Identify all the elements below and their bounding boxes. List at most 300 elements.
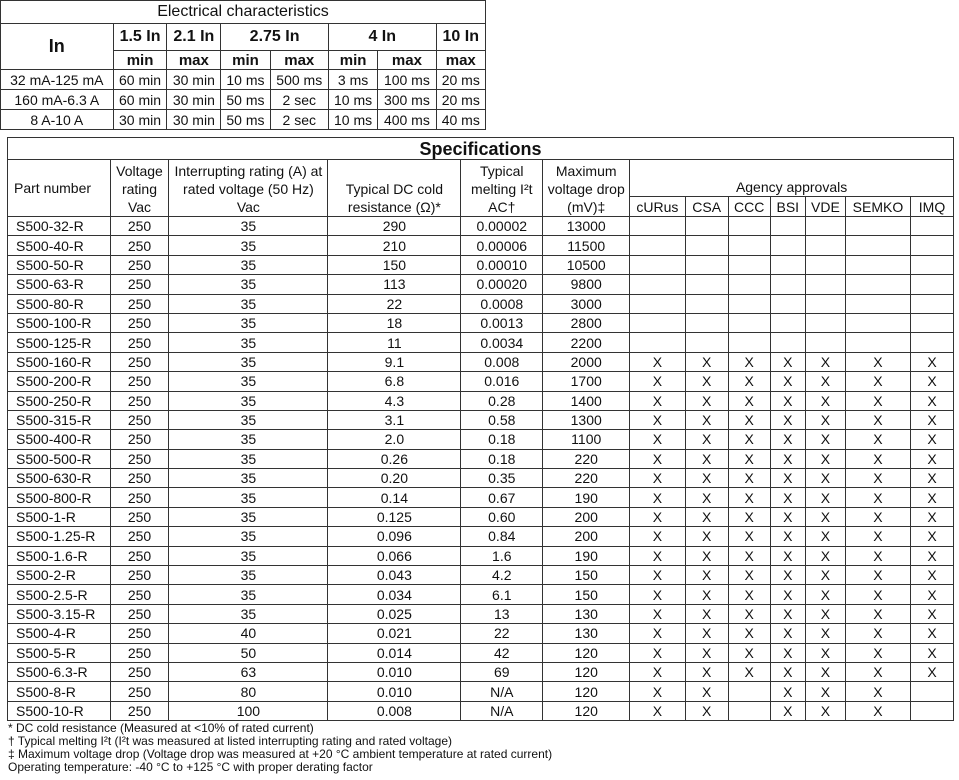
- column-header-voltage-drop: Maximum voltage drop (mV)‡: [543, 160, 630, 217]
- table-cell: X: [806, 391, 846, 410]
- column-subheader: min: [328, 51, 377, 70]
- table-cell: 35: [169, 488, 328, 507]
- table-row: [8, 313, 954, 332]
- table-cell: X: [630, 410, 685, 429]
- table-cell: [630, 236, 685, 255]
- part-number-cell: S500-32-R: [8, 217, 111, 236]
- table-cell: X: [911, 352, 954, 371]
- table-cell: [630, 275, 685, 294]
- table-cell: X: [630, 546, 685, 565]
- table-cell: 250: [110, 352, 169, 371]
- table-cell: X: [770, 604, 805, 623]
- table-cell: X: [685, 449, 728, 468]
- table-cell: 0.20: [328, 469, 461, 488]
- table-cell: X: [630, 469, 685, 488]
- table-cell: 0.0013: [461, 313, 543, 332]
- column-subheader: max: [378, 51, 436, 70]
- table-cell: X: [911, 488, 954, 507]
- table-cell: 250: [110, 217, 169, 236]
- table-cell: 1.6: [461, 546, 543, 565]
- table-cell: 35: [169, 255, 328, 274]
- table-cell: [911, 294, 954, 313]
- table-cell: 250: [110, 527, 169, 546]
- table-cell: X: [911, 527, 954, 546]
- table-cell: 250: [110, 313, 169, 332]
- table-cell: 0.025: [328, 604, 461, 623]
- table-cell: X: [845, 643, 910, 662]
- table-cell: X: [806, 604, 846, 623]
- table-row: [8, 469, 954, 488]
- table-cell: 0.0034: [461, 333, 543, 352]
- table-row: [8, 372, 954, 391]
- table-cell: 2.0: [328, 430, 461, 449]
- table-cell: X: [685, 662, 728, 681]
- column-subheader: max: [167, 51, 221, 70]
- table-cell: X: [770, 372, 805, 391]
- table-cell: [911, 236, 954, 255]
- table-cell: [770, 313, 805, 332]
- table-cell: [806, 255, 846, 274]
- table-cell: X: [845, 352, 910, 371]
- table-cell: X: [685, 469, 728, 488]
- table-cell: 0.00006: [461, 236, 543, 255]
- table-cell: [770, 217, 805, 236]
- column-subheader: max: [270, 51, 328, 70]
- table-cell: 10500: [543, 255, 630, 274]
- agency-header-curus: cURus: [630, 197, 685, 217]
- table-cell: X: [770, 507, 805, 526]
- table-cell: X: [770, 662, 805, 681]
- table-cell: 40 ms: [436, 110, 485, 130]
- table-cell: X: [911, 391, 954, 410]
- table-cell: 250: [110, 507, 169, 526]
- table-cell: X: [806, 585, 846, 604]
- table-cell: 190: [543, 488, 630, 507]
- part-number-cell: S500-2.5-R: [8, 585, 111, 604]
- table-cell: 42: [461, 643, 543, 662]
- part-number-cell: S500-200-R: [8, 372, 111, 391]
- table-cell: X: [806, 527, 846, 546]
- table-cell: [845, 236, 910, 255]
- table-cell: 0.0008: [461, 294, 543, 313]
- table-cell: 250: [110, 643, 169, 662]
- table-cell: [728, 294, 770, 313]
- table-cell: 200: [543, 507, 630, 526]
- table-cell: X: [770, 469, 805, 488]
- table-cell: 35: [169, 391, 328, 410]
- table-cell: [770, 255, 805, 274]
- table-cell: 0.58: [461, 410, 543, 429]
- table-row: [8, 527, 954, 546]
- part-number-cell: S500-1.6-R: [8, 546, 111, 565]
- table-cell: X: [845, 604, 910, 623]
- table-row: [8, 604, 954, 623]
- table-row: [8, 566, 954, 585]
- table-title: Specifications: [8, 138, 954, 160]
- specification-rows: [8, 217, 954, 721]
- table-cell: X: [630, 643, 685, 662]
- table-cell: [845, 217, 910, 236]
- table-cell: X: [806, 469, 846, 488]
- table-cell: 250: [110, 566, 169, 585]
- table-row: [8, 430, 954, 449]
- table-cell: 250: [110, 682, 169, 701]
- table-cell: X: [630, 507, 685, 526]
- table-cell: 0.021: [328, 624, 461, 643]
- column-header-melting: Typical melting I²t AC†: [461, 160, 543, 217]
- table-cell: 250: [110, 469, 169, 488]
- table-cell: X: [806, 449, 846, 468]
- table-cell: X: [728, 662, 770, 681]
- table-cell: [911, 682, 954, 701]
- table-cell: X: [685, 391, 728, 410]
- table-cell: X: [845, 430, 910, 449]
- column-header-resistance: Typical DC cold resistance (Ω)*: [328, 160, 461, 217]
- table-cell: 0.67: [461, 488, 543, 507]
- table-cell: 250: [110, 449, 169, 468]
- part-number-cell: S500-315-R: [8, 410, 111, 429]
- table-cell: 0.60: [461, 507, 543, 526]
- table-cell: 290: [328, 217, 461, 236]
- table-cell: X: [630, 527, 685, 546]
- table-cell: 250: [110, 410, 169, 429]
- table-cell: X: [685, 624, 728, 643]
- table-cell: 150: [328, 255, 461, 274]
- table-cell: 13000: [543, 217, 630, 236]
- table-row: [8, 275, 954, 294]
- table-cell: 250: [110, 585, 169, 604]
- table-row: [1, 70, 486, 90]
- table-cell: 9.1: [328, 352, 461, 371]
- table-row: [8, 701, 954, 720]
- table-cell: X: [685, 566, 728, 585]
- table-cell: 0.066: [328, 546, 461, 565]
- part-number-cell: S500-5-R: [8, 643, 111, 662]
- column-header-agency-approvals: Agency approvals: [630, 160, 954, 197]
- table-cell: [911, 255, 954, 274]
- agency-header-semko: SEMKO: [845, 197, 910, 217]
- footnote: * DC cold resistance (Measured at <10% of rated current): [8, 721, 314, 735]
- table-cell: X: [845, 449, 910, 468]
- table-cell: 1400: [543, 391, 630, 410]
- table-cell: [806, 275, 846, 294]
- table-cell: X: [770, 682, 805, 701]
- table-cell: X: [845, 566, 910, 585]
- table-cell: 250: [110, 236, 169, 255]
- table-cell: X: [630, 701, 685, 720]
- table-row: [1, 110, 486, 130]
- table-cell: X: [806, 488, 846, 507]
- table-cell: 220: [543, 469, 630, 488]
- table-cell: 60 min: [113, 90, 167, 110]
- table-row: [8, 236, 954, 255]
- part-number-cell: S500-160-R: [8, 352, 111, 371]
- column-group-header: 2.1 In: [167, 24, 221, 51]
- table-cell: 500 ms: [270, 70, 328, 90]
- table-cell: [630, 217, 685, 236]
- table-cell: [806, 236, 846, 255]
- table-cell: [845, 333, 910, 352]
- table-cell: 35: [169, 275, 328, 294]
- column-group-header: 4 In: [328, 24, 436, 51]
- column-header-part-number: Part number: [8, 160, 111, 217]
- column-subheader: max: [436, 51, 485, 70]
- table-cell: X: [911, 566, 954, 585]
- table-cell: X: [630, 604, 685, 623]
- part-number-cell: S500-630-R: [8, 469, 111, 488]
- table-cell: 18: [328, 313, 461, 332]
- table-cell: [685, 294, 728, 313]
- table-cell: X: [770, 566, 805, 585]
- table-cell: [685, 236, 728, 255]
- table-cell: [728, 217, 770, 236]
- part-number-cell: S500-500-R: [8, 449, 111, 468]
- table-cell: 100: [169, 701, 328, 720]
- table-cell: X: [770, 701, 805, 720]
- table-cell: 30 min: [167, 110, 221, 130]
- table-cell: 0.35: [461, 469, 543, 488]
- column-subheader: min: [113, 51, 167, 70]
- electrical-characteristics-table: [0, 0, 486, 130]
- table-cell: 220: [543, 449, 630, 468]
- footnote: † Typical melting I²t (I²t was measured at listed interrupting rating and rated voltage): [8, 734, 452, 748]
- table-cell: 250: [110, 488, 169, 507]
- agency-header-bsi: BSI: [770, 197, 805, 217]
- table-cell: [630, 255, 685, 274]
- table-cell: [728, 275, 770, 294]
- table-cell: X: [728, 566, 770, 585]
- table-cell: 250: [110, 372, 169, 391]
- table-cell: 2200: [543, 333, 630, 352]
- table-row: [1, 90, 486, 110]
- table-cell: 69: [461, 662, 543, 681]
- table-cell: 0.008: [328, 701, 461, 720]
- table-cell: X: [911, 624, 954, 643]
- table-cell: X: [630, 624, 685, 643]
- table-cell: 0.14: [328, 488, 461, 507]
- table-cell: [728, 333, 770, 352]
- table-row: [8, 333, 954, 352]
- table-cell: 35: [169, 352, 328, 371]
- table-cell: X: [770, 527, 805, 546]
- table-cell: 30 min: [113, 110, 167, 130]
- table-cell: [845, 275, 910, 294]
- table-cell: X: [806, 352, 846, 371]
- table-cell: X: [685, 546, 728, 565]
- table-cell: X: [728, 410, 770, 429]
- table-cell: X: [806, 643, 846, 662]
- agency-header-vde: VDE: [806, 197, 846, 217]
- table-cell: 0.008: [461, 352, 543, 371]
- table-cell: 10 ms: [328, 90, 377, 110]
- table-cell: X: [685, 507, 728, 526]
- footnotes: [8, 722, 552, 774]
- table-cell: 13: [461, 604, 543, 623]
- part-number-cell: S500-8-R: [8, 682, 111, 701]
- table-cell: 250: [110, 430, 169, 449]
- table-cell: 0.18: [461, 430, 543, 449]
- table-cell: N/A: [461, 682, 543, 701]
- table-cell: X: [630, 430, 685, 449]
- table-cell: [630, 313, 685, 332]
- table-cell: X: [845, 372, 910, 391]
- column-group-header: 2.75 In: [221, 24, 329, 51]
- table-cell: 400 ms: [378, 110, 436, 130]
- table-cell: 50 ms: [221, 90, 270, 110]
- table-cell: X: [911, 546, 954, 565]
- part-number-cell: S500-80-R: [8, 294, 111, 313]
- table-cell: X: [845, 469, 910, 488]
- part-number-cell: S500-40-R: [8, 236, 111, 255]
- table-cell: X: [770, 430, 805, 449]
- table-cell: X: [728, 507, 770, 526]
- table-cell: X: [770, 391, 805, 410]
- table-cell: X: [728, 527, 770, 546]
- table-cell: X: [770, 585, 805, 604]
- table-cell: 1700: [543, 372, 630, 391]
- table-cell: 130: [543, 624, 630, 643]
- table-cell: 190: [543, 546, 630, 565]
- table-cell: X: [685, 488, 728, 507]
- part-number-cell: S500-800-R: [8, 488, 111, 507]
- table-cell: X: [728, 469, 770, 488]
- table-cell: 0.26: [328, 449, 461, 468]
- table-cell: X: [806, 546, 846, 565]
- table-cell: X: [630, 488, 685, 507]
- table-cell: 50: [169, 643, 328, 662]
- table-cell: 300 ms: [378, 90, 436, 110]
- table-cell: 0.00020: [461, 275, 543, 294]
- table-cell: X: [806, 682, 846, 701]
- table-cell: X: [685, 701, 728, 720]
- table-row: [8, 391, 954, 410]
- table-cell: [911, 275, 954, 294]
- table-cell: 250: [110, 662, 169, 681]
- table-cell: X: [806, 566, 846, 585]
- table-cell: X: [630, 372, 685, 391]
- part-number-cell: S500-10-R: [8, 701, 111, 720]
- table-cell: X: [728, 643, 770, 662]
- table-cell: 0.28: [461, 391, 543, 410]
- table-cell: X: [685, 352, 728, 371]
- table-row: [8, 294, 954, 313]
- table-cell: X: [728, 430, 770, 449]
- table-cell: [911, 217, 954, 236]
- table-cell: 35: [169, 566, 328, 585]
- table-cell: X: [770, 449, 805, 468]
- table-cell: X: [728, 585, 770, 604]
- table-row: [8, 662, 954, 681]
- table-cell: 0.18: [461, 449, 543, 468]
- table-cell: 1100: [543, 430, 630, 449]
- table-cell: X: [728, 391, 770, 410]
- table-cell: 0.00002: [461, 217, 543, 236]
- table-cell: 32 mA-125 mA: [1, 70, 114, 90]
- table-cell: 2 sec: [270, 90, 328, 110]
- table-cell: X: [845, 507, 910, 526]
- table-cell: [770, 236, 805, 255]
- table-cell: 35: [169, 449, 328, 468]
- table-cell: [911, 313, 954, 332]
- table-cell: 210: [328, 236, 461, 255]
- table-cell: 250: [110, 255, 169, 274]
- table-cell: 8 A-10 A: [1, 110, 114, 130]
- table-cell: [806, 313, 846, 332]
- table-cell: 50 ms: [221, 110, 270, 130]
- table-cell: 3 ms: [328, 70, 377, 90]
- table-cell: X: [806, 372, 846, 391]
- table-cell: X: [845, 527, 910, 546]
- part-number-cell: S500-2-R: [8, 566, 111, 585]
- table-cell: X: [630, 662, 685, 681]
- table-cell: [770, 294, 805, 313]
- table-cell: 20 ms: [436, 70, 485, 90]
- table-cell: 200: [543, 527, 630, 546]
- table-cell: 0.00010: [461, 255, 543, 274]
- table-cell: 35: [169, 469, 328, 488]
- table-cell: [845, 313, 910, 332]
- table-cell: 11500: [543, 236, 630, 255]
- table-cell: 130: [543, 604, 630, 623]
- table-cell: 30 min: [167, 70, 221, 90]
- table-cell: 250: [110, 701, 169, 720]
- table-cell: [630, 333, 685, 352]
- table-cell: X: [845, 701, 910, 720]
- table-cell: 150: [543, 566, 630, 585]
- table-cell: N/A: [461, 701, 543, 720]
- table-cell: 10 ms: [328, 110, 377, 130]
- table-cell: X: [728, 449, 770, 468]
- footnote: ‡ Maximum voltage drop (Voltage drop was measured at +20 °C ambient temperature at rated current): [8, 747, 553, 761]
- table-cell: X: [685, 682, 728, 701]
- table-cell: 9800: [543, 275, 630, 294]
- electrical-rows: [1, 70, 486, 130]
- table-cell: 2800: [543, 313, 630, 332]
- table-cell: 250: [110, 294, 169, 313]
- table-cell: X: [630, 391, 685, 410]
- table-cell: 250: [110, 275, 169, 294]
- table-row: [8, 682, 954, 701]
- table-cell: 22: [328, 294, 461, 313]
- table-cell: X: [911, 643, 954, 662]
- table-cell: X: [630, 585, 685, 604]
- table-cell: X: [806, 701, 846, 720]
- part-number-cell: S500-4-R: [8, 624, 111, 643]
- table-cell: X: [770, 643, 805, 662]
- table-row: [8, 410, 954, 429]
- table-cell: X: [770, 488, 805, 507]
- table-cell: 0.010: [328, 682, 461, 701]
- table-cell: X: [685, 527, 728, 546]
- table-cell: X: [728, 546, 770, 565]
- table-row: [8, 449, 954, 468]
- table-cell: [845, 294, 910, 313]
- table-cell: 100 ms: [378, 70, 436, 90]
- part-number-cell: S500-3.15-R: [8, 604, 111, 623]
- table-cell: X: [770, 624, 805, 643]
- part-number-cell: S500-50-R: [8, 255, 111, 274]
- table-cell: [685, 275, 728, 294]
- table-cell: 0.016: [461, 372, 543, 391]
- table-cell: [685, 313, 728, 332]
- table-cell: 0.034: [328, 585, 461, 604]
- table-cell: 35: [169, 430, 328, 449]
- table-cell: 250: [110, 604, 169, 623]
- table-row: [8, 624, 954, 643]
- table-cell: 35: [169, 507, 328, 526]
- table-cell: X: [911, 604, 954, 623]
- table-cell: X: [845, 488, 910, 507]
